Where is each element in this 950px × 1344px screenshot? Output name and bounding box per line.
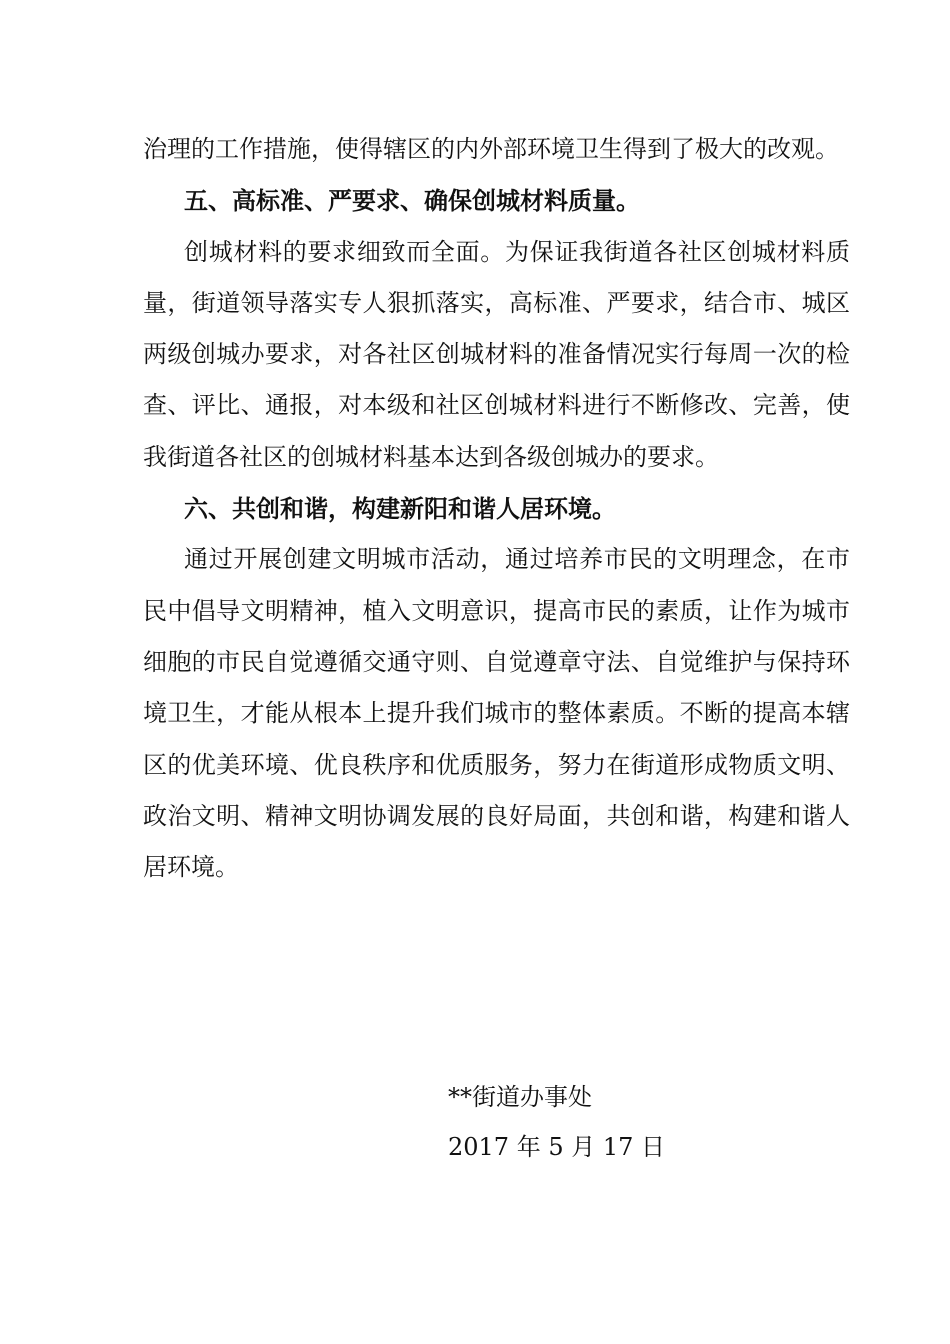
section-6-body: 通过开展创建文明城市活动，通过培养市民的文明理念，在市民中倡导文明精神，植入文明意识，提高市民的素质，让作为城市细胞的市民自觉遵循交通守则、自觉遵章守法、自觉维护与保持环境卫生，才能从根本上提升我们城市的整体素质。不断的提高本辖区的优美环境、优良秩序和优质服务，努力在街道形成物质文明、政治文明、精神文明协调发展的良好局面，共创和谐，构建和谐人居环境。	[143, 545, 850, 882]
continued-paragraph: 治理的工作措施，使得辖区的内外部环境卫生得到了极大的改观。	[143, 135, 839, 163]
signature-block	[448, 1072, 665, 1172]
signature-date: 2017 年 5 月 17 日	[448, 1133, 666, 1161]
section-5-heading: 五、高标准、严要求、确保创城材料质量。	[184, 186, 640, 216]
section-5-body: 创城材料的要求细致而全面。为保证我街道各社区创城材料质量，街道领导落实专人狠抓落实，高标准、严要求，结合市、城区两级创城办要求，对各社区创城材料的准备情况实行每周一次的检查、评比、通报，对本级和社区创城材料进行不断修改、完善，使我街道各社区的创城材料基本达到各级创城办的要求。	[143, 237, 850, 471]
section-6-heading: 六、共创和谐，构建新阳和谐人居环境。	[184, 494, 616, 524]
signature-organization: **街道办事处	[448, 1083, 592, 1111]
document-body	[143, 124, 850, 893]
